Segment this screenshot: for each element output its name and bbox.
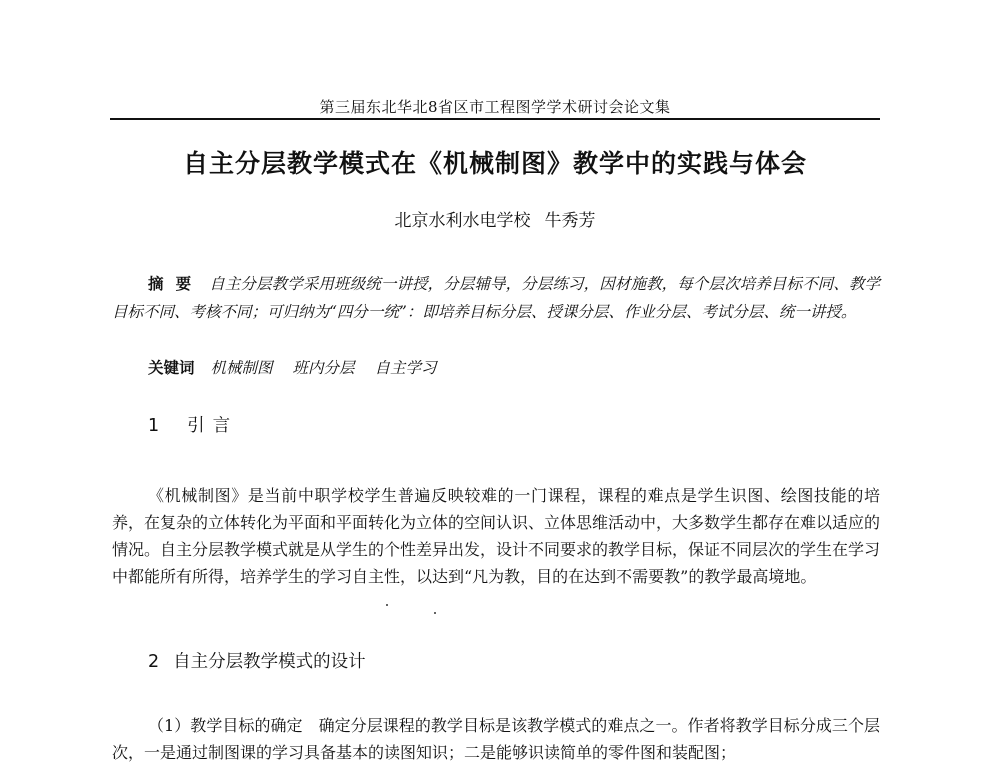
running-header: 第三届东北华北8省区市工程图学学术研讨会论文集 — [319, 98, 671, 116]
scan-speck — [386, 604, 388, 606]
section-title: 自主分层教学模式的设计 — [173, 652, 366, 672]
section-title: 引言 — [187, 416, 239, 436]
keywords — [148, 354, 457, 382]
abstract-label: 摘要 — [148, 274, 204, 293]
design-paragraph — [112, 712, 880, 766]
section-heading-design — [148, 648, 366, 673]
paper-title: 自主分层教学模式在《机械制图》教学中的实践与体会 — [182, 149, 807, 178]
design-paragraph-text: 确定分层课程的教学目标是该教学模式的难点之一。作者将教学目标分成三个层次，一是通过制图课的学习具备基本的读图知识；二是能够识读简单的零件图和装配图； — [112, 716, 880, 762]
subsection-lead: （1）教学目标的确定 — [148, 716, 303, 735]
keyword: 机械制图 — [210, 359, 273, 377]
keyword: 班内分层 — [292, 359, 355, 377]
scan-speck — [434, 612, 436, 614]
header-rule — [110, 118, 880, 120]
keyword: 自主学习 — [374, 359, 437, 377]
introduction-paragraph: 《机械制图》是当前中职学校学生普遍反映较难的一门课程，课程的难点是学生识图、绘图技能的培养，在复杂的立体转化为平面和平面转化为立体的空间认识、立体思维活动中，大多数学生都存在难以适应的情况。自主分层教学模式就是从学生的个性差异出发，设计不同要求的教学目标，保证不同层次的学生在学习中都能所有所得，培养学生的学习自主性，以达到“凡为教，目的在达到不需要教”的教学最高境地。 — [112, 486, 881, 586]
section-number: 1 — [148, 416, 160, 436]
affiliation: 北京水利水电学校 — [394, 211, 531, 231]
author: 牛秀芳 — [544, 211, 596, 231]
abstract-text: 自主分层教学采用班级统一讲授，分层辅导，分层练习，因材施教，每个层次培养目标不同、教学目标不同、考核不同；可归纳为“四分一统”：即培养目标分层、授课分层、作业分层、考试分层、统一讲授。 — [112, 275, 880, 321]
byline — [110, 206, 880, 231]
keywords-label: 关键词 — [148, 358, 195, 377]
abstract — [112, 270, 880, 326]
section-heading-introduction — [148, 412, 238, 437]
section-number: 2 — [148, 652, 160, 672]
